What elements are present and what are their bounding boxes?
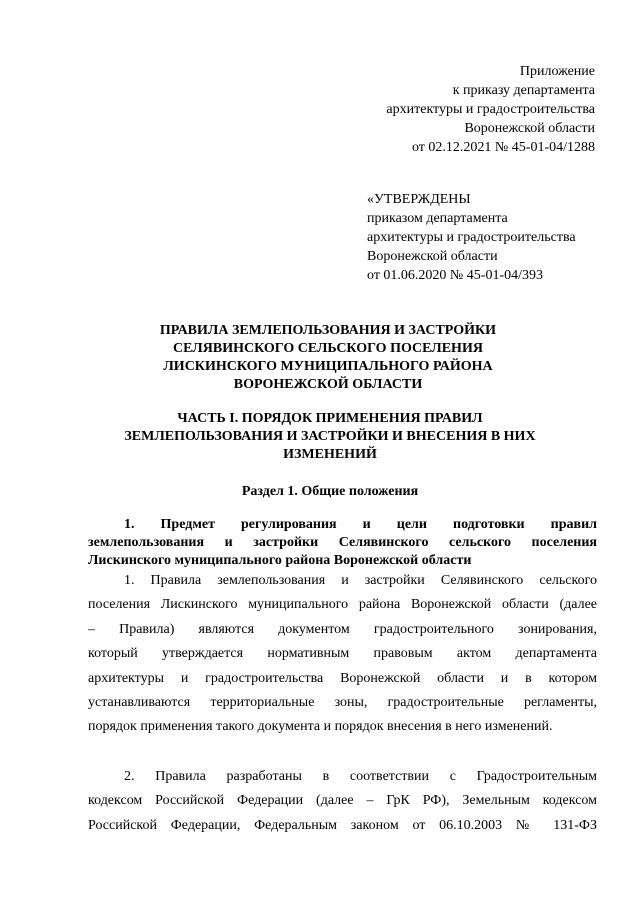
appendix-line: от 02.12.2021 № 45-01-04/1288 <box>411 140 595 155</box>
appendix-line: архитектуры и градостроительства <box>386 102 595 117</box>
paragraph-line: порядок применения такого документа и порядок внесения в него изменений. <box>88 719 553 735</box>
paragraph-line: который утверждается нормативным правовым актом департамента <box>88 646 597 662</box>
paragraph-line: архитектуры и градостроительства Воронежской области и в котором <box>88 670 597 686</box>
approval-line: приказом департамента <box>367 211 508 226</box>
title-line: ВОРОНЕЖСКОЙ ОБЛАСТИ <box>233 377 423 392</box>
paragraph-line: кодексом Российской Федерации (далее – ГрК РФ), Земельным кодексом <box>88 793 597 809</box>
approval-line: «УТВЕРЖДЕНЫ <box>367 192 471 207</box>
article-line: землепользования и застройки Селявинского сельского поселения <box>88 535 597 550</box>
part-line: ЗЕМЛЕПОЛЬЗОВАНИЯ И ЗАСТРОЙКИ И ВНЕСЕНИЯ В НИХ <box>124 429 536 444</box>
appendix-line: к приказу департамента <box>452 83 595 98</box>
part-line: ЧАСТЬ I. ПОРЯДОК ПРИМЕНЕНИЯ ПРАВИЛ <box>177 411 483 426</box>
document-title <box>108 322 548 394</box>
title-line: ЛИСКИНСКОГО МУНИЦИПАЛЬНОГО РАЙОНА <box>163 359 493 374</box>
appendix-line: Воронежской области <box>464 121 595 136</box>
approval-stamp <box>367 190 637 285</box>
approval-line: Воронежской области <box>367 249 498 264</box>
part-heading <box>90 410 570 464</box>
title-line: ПРАВИЛА ЗЕМЛЕПОЛЬЗОВАНИЯ И ЗАСТРОЙКИ <box>159 323 497 338</box>
approval-line: от 01.06.2020 № 45-01-04/393 <box>367 268 544 283</box>
title-line: СЕЛЯВИНСКОГО СЕЛЬСКОГО ПОСЕЛЕНИЯ <box>173 341 483 356</box>
article-line: 1. Предмет регулирования и цели подготовки правил <box>124 517 597 532</box>
paragraph-1 <box>88 569 597 740</box>
part-line: ИЗМЕНЕНИЙ <box>283 447 377 462</box>
paragraph-line: Российской Федерации, Федеральным законом от 06.10.2003 № 131-ФЗ <box>88 817 597 833</box>
article-line: Лискинского муниципального района Воронежской области <box>88 553 472 568</box>
paragraph-line: 1. Правила землепользования и застройки Селявинского сельского <box>124 573 597 588</box>
paragraph-line: 2. Правила разработаны в соответствии с Градостроительным <box>124 769 597 784</box>
paragraph-line: поселения Лискинского муниципального района Воронежской области (далее <box>88 597 597 613</box>
approval-line: архитектуры и градостроительства <box>367 230 576 245</box>
appendix-line: Приложение <box>519 64 595 79</box>
paragraph-line: устанавливаются территориальные зоны, градостроительные регламенты, <box>88 694 597 710</box>
appendix-header <box>300 62 595 157</box>
article-heading <box>88 516 597 570</box>
paragraph-line: – Правила) являются документом градостроительного зонирования, <box>88 621 597 637</box>
paragraph-2 <box>88 765 597 838</box>
section-heading: Раздел 1. Общие положения <box>241 484 419 499</box>
